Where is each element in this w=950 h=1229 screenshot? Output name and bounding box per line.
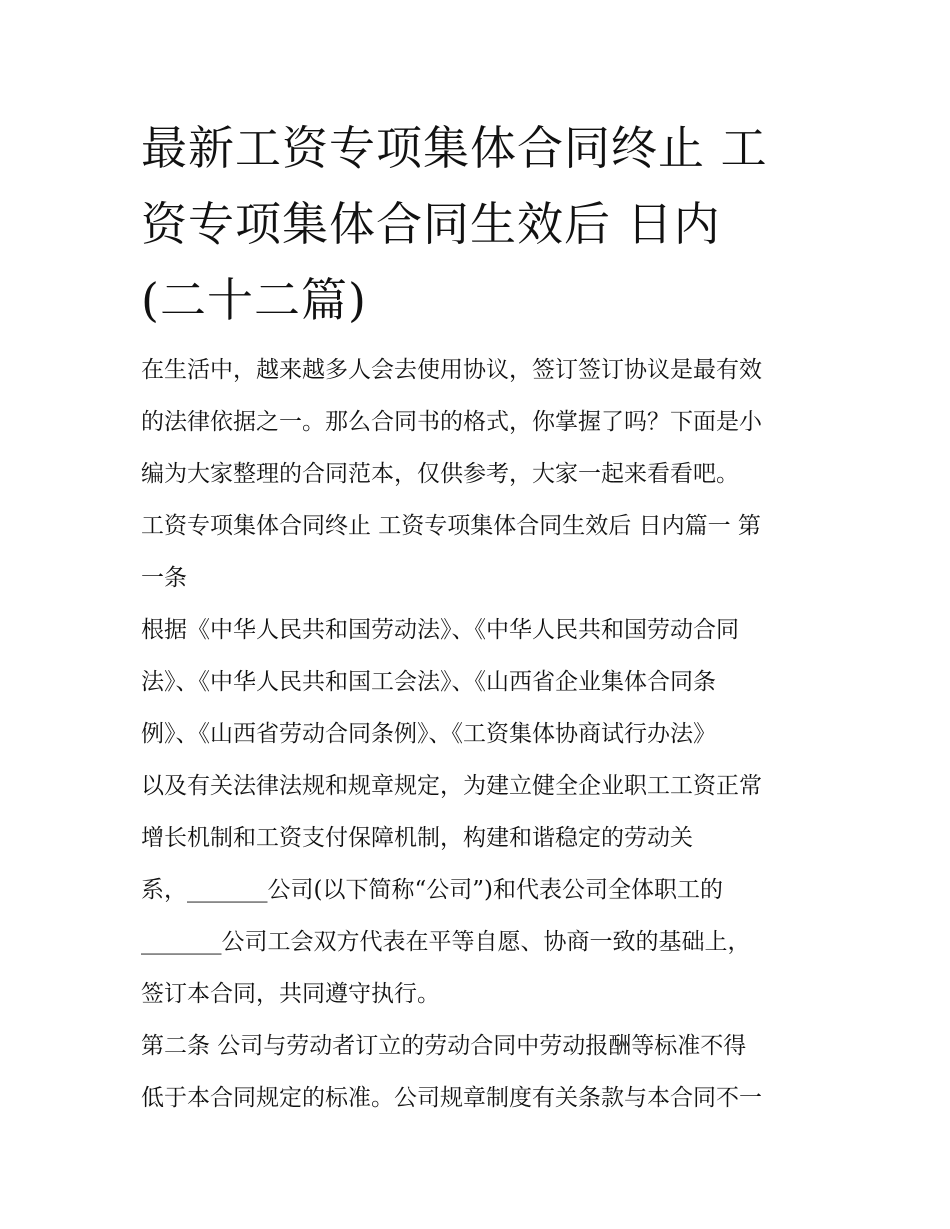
text-line: 的法律依据之一。那么合同书的格式，你掌握了吗？下面是小 bbox=[141, 409, 762, 435]
title-line: (二十二篇) bbox=[141, 273, 367, 327]
text-line: 例》、《山西省劳动合同条例》、《工资集体协商试行办法》 bbox=[141, 721, 716, 747]
title-line: 资专项集体合同生效后 日内 bbox=[141, 197, 721, 251]
document-title bbox=[141, 110, 811, 338]
text-line: 编为大家整理的合同范本，仅供参考，大家一起来看看吧。 bbox=[141, 461, 739, 487]
text-line: 在生活中，越来越多人会去使用协议，签订签订协议是最有效 bbox=[141, 357, 762, 383]
section-heading-paragraph bbox=[141, 500, 811, 604]
intro-paragraph bbox=[141, 344, 811, 500]
text-line: 一条 bbox=[141, 565, 187, 591]
article-two-paragraph bbox=[141, 1020, 811, 1124]
text-line: 增长机制和工资支付保障机制，构建和谐稳定的劳动关 bbox=[141, 825, 693, 851]
text-line: 以及有关法律法规和规章规定，为建立健全企业职工工资正常 bbox=[141, 773, 762, 799]
text-line: 签订本合同，共同遵守执行。 bbox=[141, 981, 440, 1007]
text-line: 低于本合同规定的标准。公司规章制度有关条款与本合同不一 bbox=[141, 1085, 762, 1111]
text-line: 第二条 公司与劳动者订立的劳动合同中劳动报酬等标准不得 bbox=[141, 1033, 747, 1059]
text-line: 根据《中华人民共和国劳动法》、《中华人民共和国劳动合同 bbox=[141, 617, 739, 643]
text-line: _______公司工会双方代表在平等自愿、协商一致的基础上， bbox=[141, 929, 751, 955]
article-one-paragraph bbox=[141, 604, 811, 1020]
text-line: 系，_______公司(以下简称“公司”)和代表公司全体职工的 bbox=[141, 877, 723, 903]
text-line: 工资专项集体合同终止 工资专项集体合同生效后 日内篇一 第 bbox=[141, 513, 761, 539]
text-line: 法》、《中华人民共和国工会法》、《山西省企业集体合同条 bbox=[141, 669, 716, 695]
document-page bbox=[141, 110, 811, 1124]
title-line: 最新工资专项集体合同终止 工 bbox=[141, 121, 768, 175]
